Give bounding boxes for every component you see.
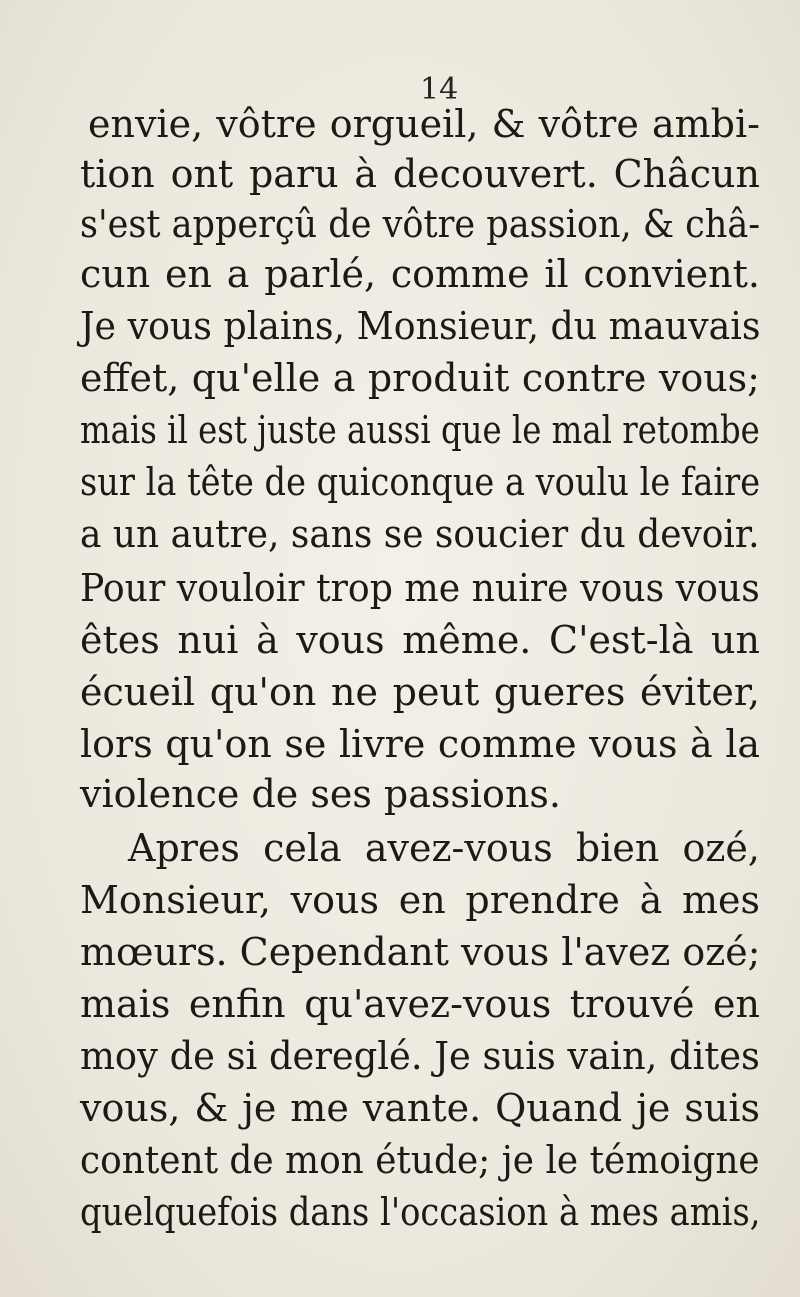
text-line-12: écueil qu'on ne peut gueres éviter,	[80, 670, 760, 714]
text-line-18: mais enfin qu'avez-vous trouvé en	[80, 982, 760, 1026]
text-line-17: mœurs. Cependant vous l'avez ozé;	[80, 930, 761, 974]
text-line-9: a un autre, sans se soucier du devoir.	[80, 512, 760, 556]
text-line-5: Je vous plains, Monsieur, du mauvais	[80, 304, 761, 348]
text-line-20: vous, & je me vante. Quand je suis	[80, 1086, 760, 1130]
text-line-19: moy de si dereglé. Je suis vain, dites	[80, 1034, 760, 1078]
page-number: 14	[420, 72, 459, 107]
text-line-2: tion ont paru à decouvert. Châcun	[80, 152, 760, 196]
text-line-14: violence de ses passions.	[80, 772, 561, 816]
text-line-7: mais il est juste aussi que le mal retombe	[80, 408, 760, 452]
text-line-21: content de mon étude; je le témoigne	[80, 1138, 760, 1182]
text-line-11: êtes nui à vous même. C'est-là un	[80, 618, 760, 662]
text-line-10: Pour vouloir trop me nuire vous vous	[80, 566, 760, 610]
text-line-22: quelquefois dans l'occasion à mes amis,	[80, 1190, 761, 1234]
text-line-6: effet, qu'elle a produit contre vous;	[80, 356, 760, 400]
text-line-16: Monsieur, vous en prendre à mes	[80, 878, 760, 922]
text-line-8: sur la tête de quiconque a voulu le faire	[80, 460, 761, 504]
text-line-15: Apres cela avez-vous bien ozé,	[128, 826, 760, 870]
text-line-1: envie, vôtre orgueil, & vôtre ambi-	[88, 102, 760, 146]
text-line-13: lors qu'on se livre comme vous à la	[80, 722, 760, 766]
text-line-4: cun en a parlé, comme il convient.	[80, 252, 760, 296]
text-line-3: s'est apperçû de vôtre passion, & châ-	[80, 202, 761, 246]
